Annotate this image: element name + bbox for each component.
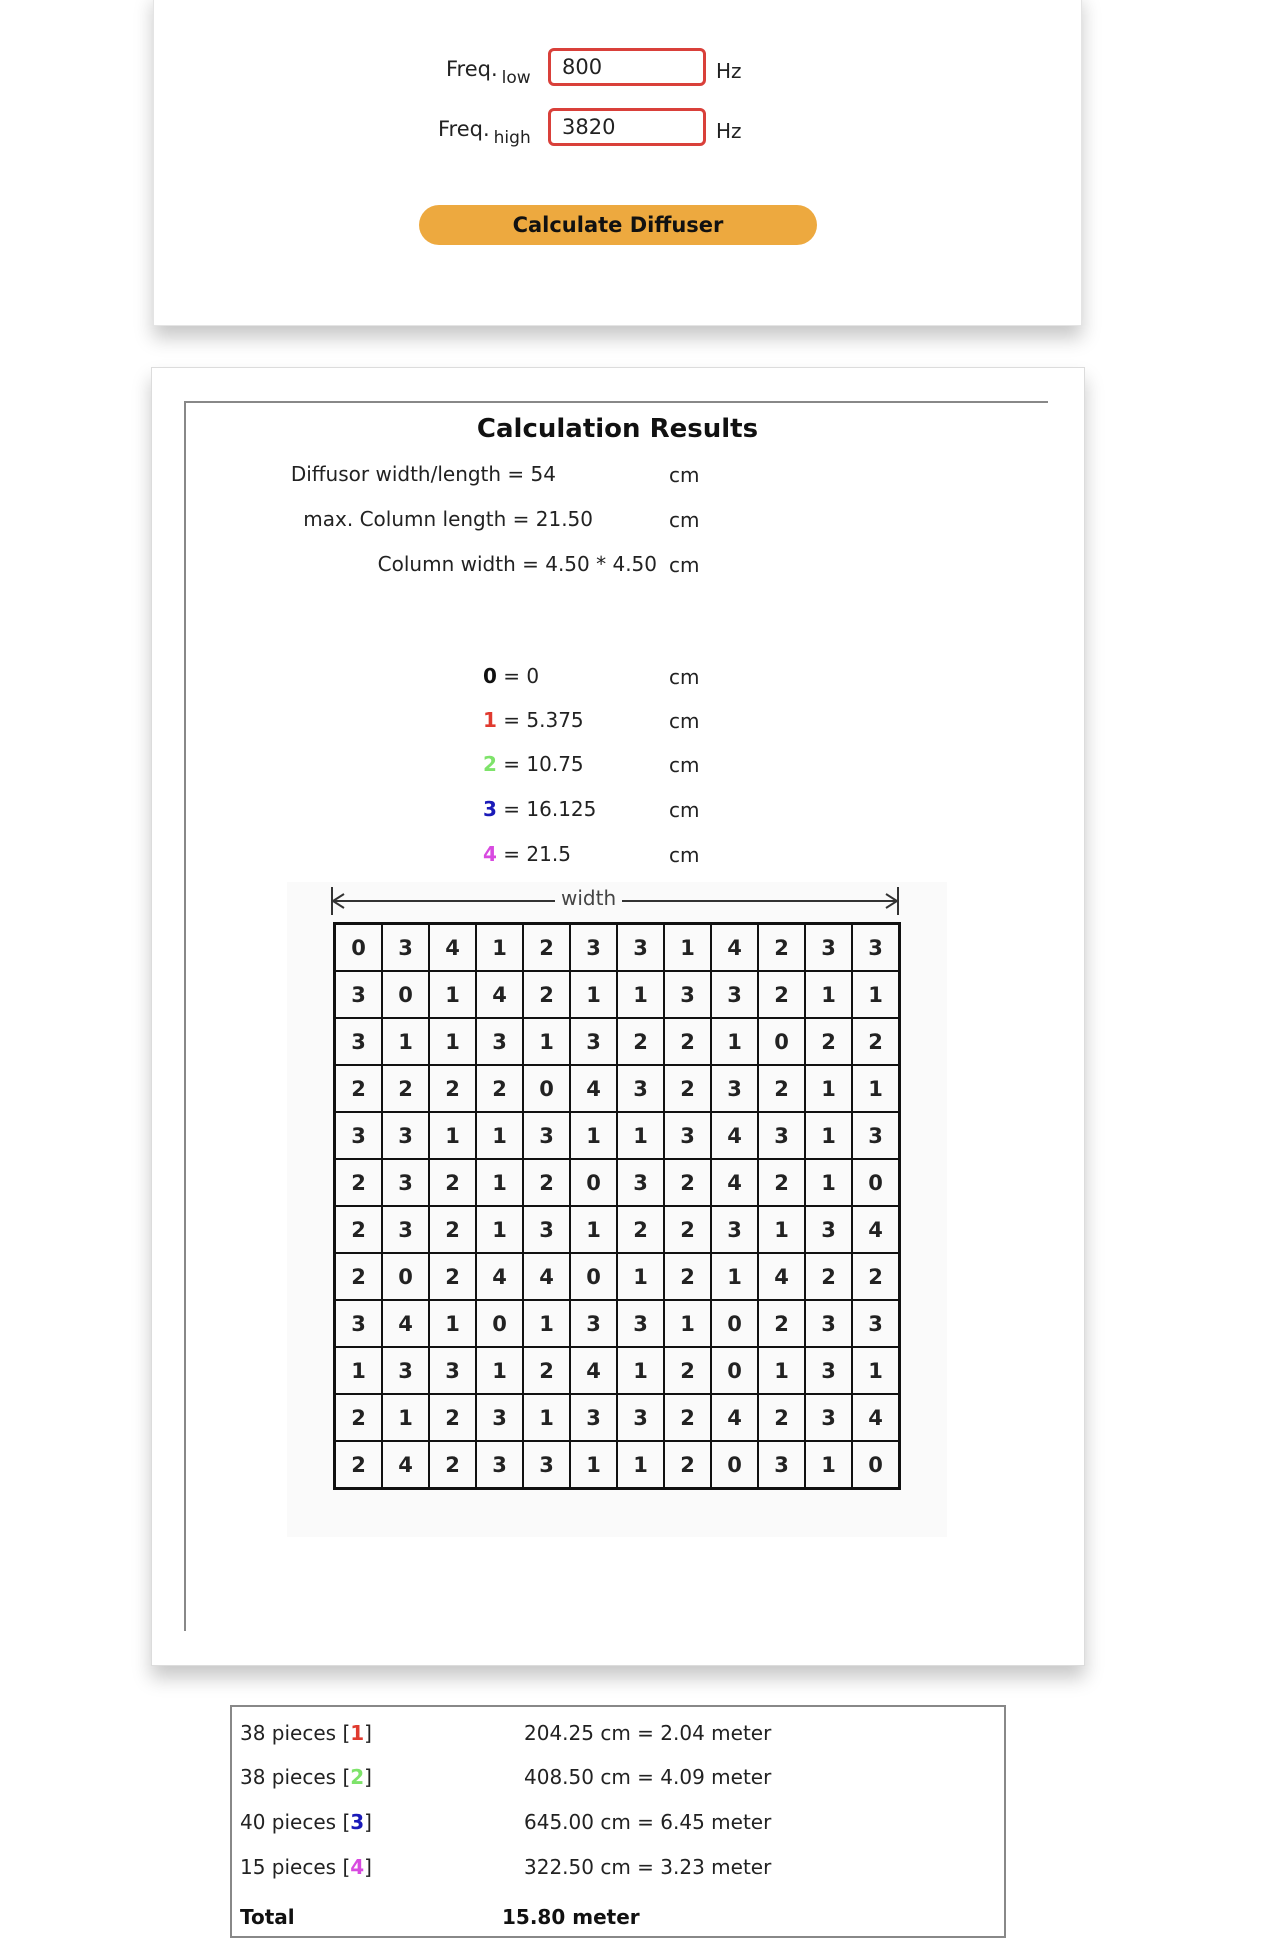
grid-cell: 3 — [804, 1393, 853, 1442]
grid-cell: 1 — [710, 1017, 759, 1066]
grid-cell: 1 — [663, 1299, 712, 1348]
grid-cell: 1 — [334, 1346, 383, 1395]
grid-cell: 4 — [569, 1064, 618, 1113]
grid-cell: 0 — [522, 1064, 571, 1113]
grid-cell: 1 — [757, 1346, 806, 1395]
length-value-4: 322.50 cm = 3.23 meter — [524, 1855, 772, 1879]
grid-cell: 3 — [475, 1393, 524, 1442]
grid-cell: 4 — [710, 923, 759, 972]
grid-cell: 1 — [851, 970, 900, 1019]
grid-cell: 3 — [381, 1158, 430, 1207]
grid-cell: 1 — [804, 1111, 853, 1160]
grid-cell: 3 — [381, 1205, 430, 1254]
freq-low-unit: Hz — [716, 59, 742, 83]
grid-cell: 2 — [757, 1158, 806, 1207]
grid-cell: 1 — [804, 1158, 853, 1207]
grid-cell: 3 — [569, 1299, 618, 1348]
grid-cell: 2 — [334, 1205, 383, 1254]
grid-cell: 2 — [804, 1017, 853, 1066]
grid-cell: 1 — [851, 1064, 900, 1113]
grid-cell: 2 — [334, 1252, 383, 1301]
grid-cell: 0 — [710, 1440, 759, 1489]
grid-cell: 1 — [428, 1299, 477, 1348]
unit-label: cm — [669, 798, 700, 822]
grid-cell: 0 — [851, 1158, 900, 1207]
grid-cell: 3 — [804, 1299, 853, 1348]
grid-cell: 0 — [381, 970, 430, 1019]
grid-cell: 3 — [616, 1299, 665, 1348]
grid-cell: 0 — [710, 1299, 759, 1348]
grid-cell: 0 — [475, 1299, 524, 1348]
grid-cell: 2 — [663, 1017, 712, 1066]
grid-cell: 2 — [428, 1158, 477, 1207]
grid-cell: 3 — [851, 923, 900, 972]
grid-cell: 4 — [475, 1252, 524, 1301]
depth-key-3: 3 = 16.125 — [483, 797, 597, 821]
grid-cell: 1 — [475, 923, 524, 972]
grid-cell: 2 — [663, 1205, 712, 1254]
grid-cell: 3 — [381, 1346, 430, 1395]
grid-cell: 3 — [381, 923, 430, 972]
key-num: 2 — [483, 752, 497, 776]
grid-cell: 3 — [757, 1440, 806, 1489]
depth-key-0: 0 = 0 — [483, 664, 540, 688]
grid-cell: 4 — [851, 1393, 900, 1442]
key-num: 0 — [483, 664, 497, 688]
grid-cell: 2 — [428, 1252, 477, 1301]
grid-cell: 2 — [851, 1252, 900, 1301]
freq-low-input[interactable] — [548, 48, 706, 86]
grid-cell: 1 — [616, 1346, 665, 1395]
unit-label: cm — [669, 508, 700, 532]
grid-cell: 4 — [569, 1346, 618, 1395]
grid-cell: 2 — [428, 1393, 477, 1442]
grid-cell: 1 — [616, 1252, 665, 1301]
grid-cell: 1 — [522, 1017, 571, 1066]
grid-cell: 3 — [710, 970, 759, 1019]
totals-table — [230, 1705, 1006, 1938]
grid-cell: 1 — [569, 1205, 618, 1254]
length-value-3: 645.00 cm = 6.45 meter — [524, 1810, 772, 1834]
grid-cell: 4 — [522, 1252, 571, 1301]
depth-key-2: 2 = 10.75 — [483, 752, 584, 776]
grid-cell: 0 — [569, 1252, 618, 1301]
grid-cell: 0 — [710, 1346, 759, 1395]
grid-cell: 2 — [757, 1393, 806, 1442]
grid-cell: 0 — [851, 1440, 900, 1489]
grid-cell: 2 — [804, 1252, 853, 1301]
grid-cell: 1 — [616, 970, 665, 1019]
grid-cell: 1 — [475, 1346, 524, 1395]
grid-cell: 3 — [475, 1017, 524, 1066]
unit-label: cm — [669, 709, 700, 733]
grid-cell: 3 — [522, 1205, 571, 1254]
grid-cell: 2 — [757, 1064, 806, 1113]
grid-cell: 4 — [381, 1299, 430, 1348]
grid-cell: 3 — [663, 970, 712, 1019]
length-value-2: 408.50 cm = 4.09 meter — [524, 1765, 772, 1789]
grid-cell: 2 — [663, 1064, 712, 1113]
grid-cell: 3 — [616, 1064, 665, 1113]
grid-cell: 1 — [804, 1440, 853, 1489]
grid-cell: 1 — [381, 1393, 430, 1442]
width-label: width — [555, 886, 622, 910]
pieces-count-2: 38 pieces [2] — [240, 1765, 372, 1789]
grid-cell: 2 — [757, 923, 806, 972]
grid-cell: 2 — [334, 1064, 383, 1113]
depth-key-4: 4 = 21.5 — [483, 842, 571, 866]
grid-cell: 3 — [804, 1205, 853, 1254]
grid-cell: 4 — [710, 1393, 759, 1442]
grid-cell: 2 — [851, 1017, 900, 1066]
grid-cell: 1 — [522, 1299, 571, 1348]
grid-cell: 3 — [616, 923, 665, 972]
grid-cell: 4 — [428, 923, 477, 972]
total-label: Total — [240, 1905, 295, 1929]
grid-cell: 3 — [616, 1158, 665, 1207]
grid-cell: 2 — [616, 1017, 665, 1066]
grid-cell: 2 — [334, 1440, 383, 1489]
diffusor-width-value: Diffusor width/length = 54 — [290, 462, 556, 486]
grid-cell: 3 — [616, 1393, 665, 1442]
grid-cell: 3 — [757, 1111, 806, 1160]
diffuser-grid — [333, 922, 901, 1490]
pieces-count-1: 38 pieces [1] — [240, 1721, 372, 1745]
grid-cell: 4 — [381, 1440, 430, 1489]
grid-cell: 1 — [757, 1205, 806, 1254]
grid-cell: 2 — [663, 1346, 712, 1395]
grid-cell: 1 — [804, 970, 853, 1019]
grid-cell: 1 — [616, 1440, 665, 1489]
grid-cell: 2 — [334, 1158, 383, 1207]
grid-cell: 1 — [569, 970, 618, 1019]
key-num: 1 — [483, 708, 497, 732]
grid-cell: 1 — [710, 1252, 759, 1301]
grid-cell: 2 — [475, 1064, 524, 1113]
grid-cell: 3 — [569, 1393, 618, 1442]
grid-cell: 3 — [851, 1299, 900, 1348]
grid-cell: 2 — [522, 923, 571, 972]
grid-cell: 3 — [428, 1346, 477, 1395]
column-width-value: Column width = 4.50 * 4.50 — [377, 552, 657, 576]
grid-cell: 3 — [663, 1111, 712, 1160]
freq-high-label: Freq. $_{high}$ — [438, 117, 531, 148]
pieces-count-4: 15 pieces [4] — [240, 1855, 372, 1879]
unit-label: cm — [669, 463, 700, 487]
grid-cell: 2 — [663, 1440, 712, 1489]
grid-cell: 2 — [663, 1158, 712, 1207]
grid-cell: 3 — [334, 1111, 383, 1160]
grid-cell: 3 — [569, 923, 618, 972]
grid-cell: 2 — [428, 1440, 477, 1489]
grid-cell: 1 — [428, 1111, 477, 1160]
depth-key-1: 1 = 5.375 — [483, 708, 584, 732]
length-value-1: 204.25 cm = 2.04 meter — [524, 1721, 772, 1745]
grid-cell: 3 — [804, 1346, 853, 1395]
grid-cell: 0 — [381, 1252, 430, 1301]
grid-cell: 3 — [381, 1111, 430, 1160]
grid-cell: 4 — [475, 970, 524, 1019]
grid-cell: 1 — [475, 1205, 524, 1254]
grid-cell: 2 — [381, 1064, 430, 1113]
grid-cell: 1 — [381, 1017, 430, 1066]
unit-label: cm — [669, 753, 700, 777]
grid-cell: 1 — [804, 1064, 853, 1113]
grid-cell: 1 — [663, 923, 712, 972]
grid-cell: 3 — [334, 1299, 383, 1348]
unit-label: cm — [669, 553, 700, 577]
grid-cell: 2 — [334, 1393, 383, 1442]
grid-cell: 2 — [522, 970, 571, 1019]
grid-cell: 2 — [757, 1299, 806, 1348]
grid-cell: 2 — [522, 1158, 571, 1207]
grid-cell: 3 — [334, 1017, 383, 1066]
grid-cell: 1 — [428, 1017, 477, 1066]
grid-cell: 2 — [663, 1252, 712, 1301]
freq-high-unit: Hz — [716, 119, 742, 143]
key-num: 4 — [483, 842, 497, 866]
total-value: 15.80 meter — [502, 1905, 640, 1929]
divider — [184, 401, 186, 1631]
grid-cell: 1 — [569, 1440, 618, 1489]
grid-cell: 4 — [851, 1205, 900, 1254]
unit-label: cm — [669, 665, 700, 689]
grid-cell: 2 — [428, 1064, 477, 1113]
max-column-length-value: max. Column length = 21.50 — [303, 507, 593, 531]
grid-cell: 0 — [757, 1017, 806, 1066]
grid-cell: 1 — [616, 1111, 665, 1160]
grid-cell: 3 — [475, 1440, 524, 1489]
grid-cell: 4 — [757, 1252, 806, 1301]
grid-cell: 1 — [851, 1346, 900, 1395]
grid-cell: 0 — [334, 923, 383, 972]
grid-cell: 3 — [851, 1111, 900, 1160]
freq-low-label: Freq. $_{low}$ — [446, 57, 531, 88]
grid-cell: 3 — [710, 1064, 759, 1113]
grid-cell: 3 — [710, 1205, 759, 1254]
grid-cell: 2 — [428, 1205, 477, 1254]
pieces-count-3: 40 pieces [3] — [240, 1810, 372, 1834]
grid-cell: 2 — [663, 1393, 712, 1442]
unit-label: cm — [669, 843, 700, 867]
grid-cell: 2 — [757, 970, 806, 1019]
grid-cell: 1 — [522, 1393, 571, 1442]
grid-cell: 1 — [428, 970, 477, 1019]
grid-cell: 2 — [616, 1205, 665, 1254]
grid-cell: 3 — [334, 970, 383, 1019]
grid-cell: 1 — [475, 1158, 524, 1207]
grid-cell: 0 — [569, 1158, 618, 1207]
grid-cell: 1 — [475, 1111, 524, 1160]
calculate-diffuser-button[interactable]: Calculate Diffuser — [419, 205, 817, 245]
grid-cell: 3 — [569, 1017, 618, 1066]
grid-cell: 4 — [710, 1111, 759, 1160]
grid-cell: 3 — [804, 923, 853, 972]
grid-cell: 3 — [522, 1440, 571, 1489]
key-num: 3 — [483, 797, 497, 821]
results-title: Calculation Results — [476, 414, 759, 444]
grid-cell: 4 — [710, 1158, 759, 1207]
grid-cell: 2 — [522, 1346, 571, 1395]
grid-cell: 3 — [522, 1111, 571, 1160]
freq-high-input[interactable] — [548, 108, 706, 146]
grid-cell: 1 — [569, 1111, 618, 1160]
divider — [184, 401, 1048, 403]
